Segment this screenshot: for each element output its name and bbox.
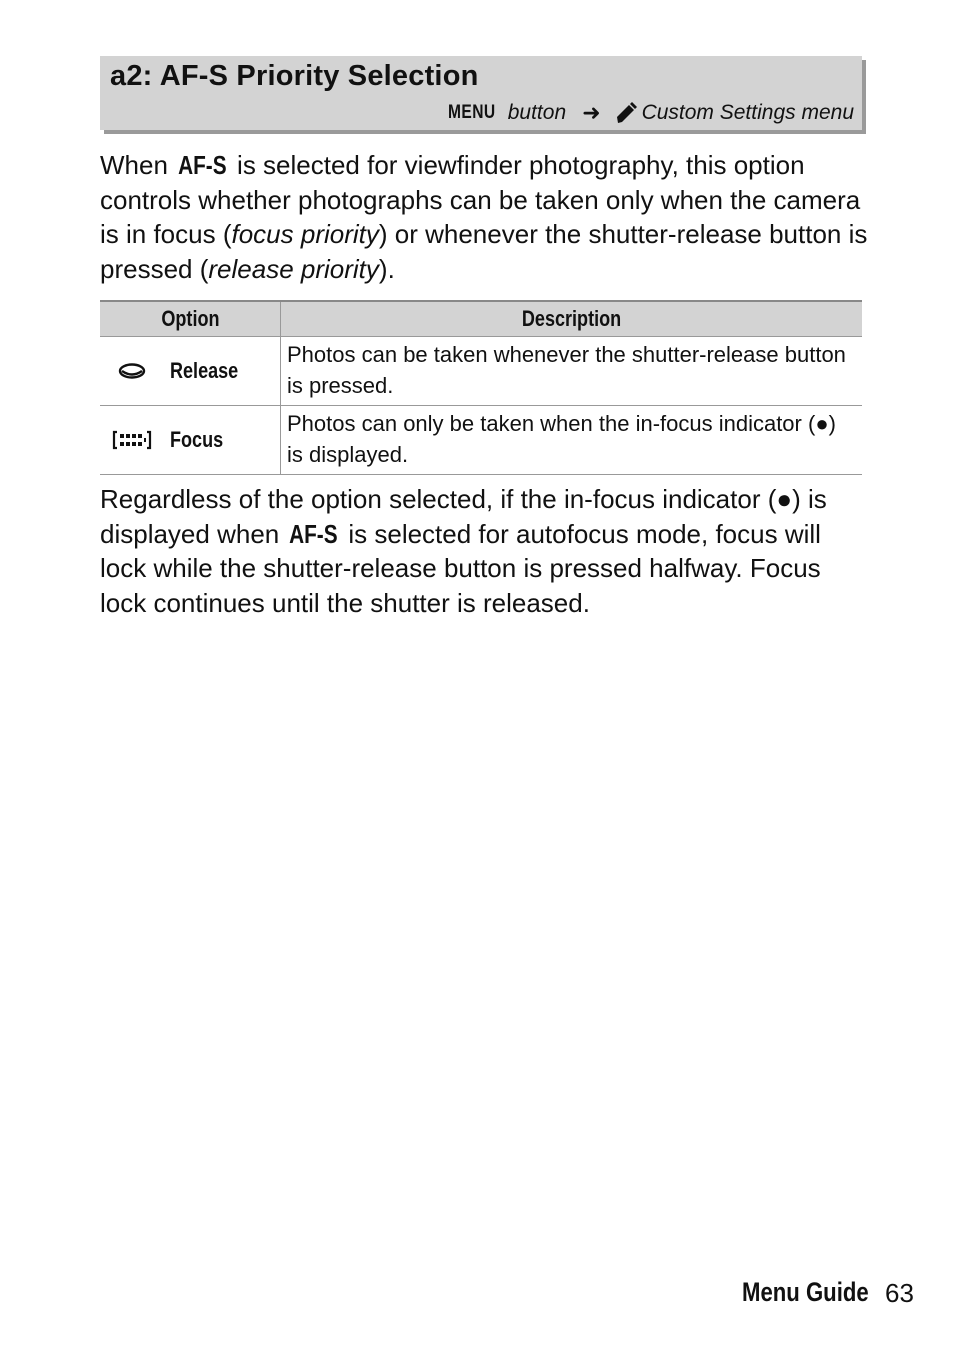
menu-key-label: MENU <box>447 102 496 123</box>
focus-priority-term: focus priority <box>231 219 379 249</box>
focus-icon <box>110 429 154 451</box>
table-row <box>100 337 862 406</box>
note-text: ) is displayed when <box>100 484 827 549</box>
intro-text: ) or whenever the shutter-release button is pressed ( <box>100 219 868 284</box>
in-focus-indicator-icon: ● <box>815 411 829 436</box>
pencil-icon <box>615 102 637 124</box>
description-column-header: Description <box>281 301 863 337</box>
footer-section-label: Menu Guide <box>742 1277 869 1307</box>
page-number: 63 <box>885 1278 914 1308</box>
note-paragraph <box>100 482 862 620</box>
option-label: Release <box>170 358 239 383</box>
release-icon <box>110 361 154 381</box>
option-column-header: Option <box>100 301 281 337</box>
option-cell <box>100 406 281 475</box>
menu-path-button: button <box>507 101 567 124</box>
table-row <box>100 406 862 475</box>
af-s-label: AF-S <box>178 150 227 180</box>
page-title: a2: AF-S Priority Selection <box>110 60 479 92</box>
description-cell: Photos can only be taken when the in-focus indicator (●) is displayed. <box>281 406 863 475</box>
option-label: Focus <box>170 427 224 452</box>
in-focus-indicator-icon: ● <box>776 484 793 514</box>
arrow-right-icon: ➜ <box>582 100 601 125</box>
note-text: is selected for autofocus mode, focus will lock while the shutter-release button is pressed halfway. Focus lock continues until the shutter is released. <box>100 518 821 618</box>
intro-paragraph <box>100 148 870 286</box>
note-text: Regardless of the option selected, if the in-focus indicator ( <box>100 484 777 514</box>
option-cell <box>100 337 281 406</box>
af-s-label: AF-S <box>289 518 339 549</box>
description-cell: Photos can be taken whenever the shutter-release button is pressed. <box>281 337 863 406</box>
table-header-row <box>100 301 862 337</box>
menu-path <box>448 100 854 126</box>
intro-text: is selected for viewfinder photography, this option controls whether photographs can be taken only when the camera is in focus ( <box>100 150 861 249</box>
menu-path-custom-settings: Custom Settings menu <box>641 101 854 124</box>
section-header <box>100 56 862 130</box>
options-table <box>100 300 862 475</box>
intro-text: ). <box>378 253 395 284</box>
intro-text: When <box>100 150 176 180</box>
release-priority-term: release priority <box>208 253 379 284</box>
